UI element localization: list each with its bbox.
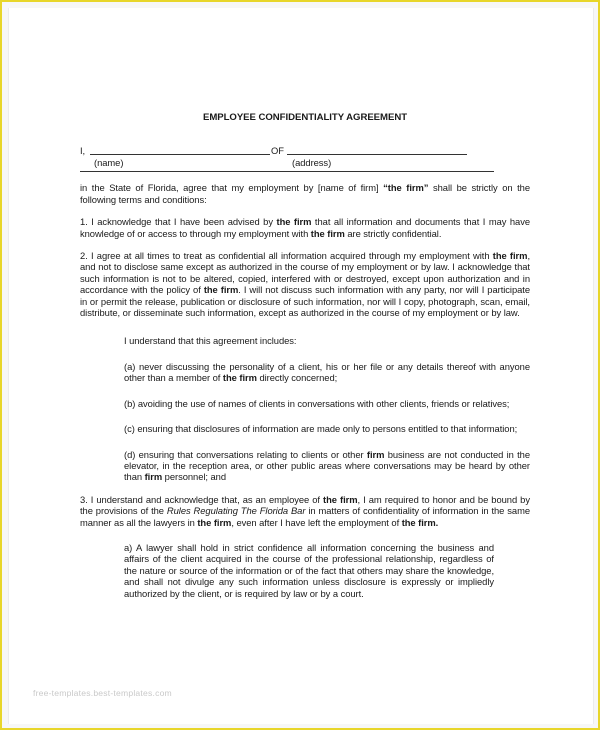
firm-term: the firm (492, 250, 528, 262)
item-text: (d) ensuring that conversations relating to clients or other (124, 448, 367, 460)
name-address-fill-row (80, 145, 530, 157)
rules-title: Rules Regulating The Florida Bar (166, 505, 306, 517)
clause-text: . I will not discuss such information with any party, nor will I participate in or permit the release, publication or disclosure of such information, nor will I copy, photograph, scan, email, distribute, or disseminate such information, except as authorized in the course of my employment or by law. (80, 284, 531, 319)
clause-text: that all information and documents that I may have knowledge of or access to through my employment with (80, 216, 531, 239)
name-label: (name) (94, 157, 124, 169)
document-body (80, 112, 530, 610)
item-text: business are not conducted in the elevator, in the reception area, or other public areas where conversations may be heard by other than (124, 448, 531, 483)
includes-intro: I understand that this agreement includes: (124, 335, 297, 347)
firm-term: the firm (310, 227, 345, 239)
watermark-text: free-templates.best-templates.com (33, 688, 172, 698)
firm-term: the firm. (401, 516, 439, 528)
firm-term: the firm (222, 372, 257, 384)
clause-text: are strictly confidential. (344, 227, 442, 239)
intro-text: in the State of Florida, agree that my employment by [name of firm] (80, 182, 384, 194)
fill-prefix: I, (80, 145, 86, 157)
document-title: EMPLOYEE CONFIDENTIALITY AGREEMENT (202, 112, 408, 123)
clause-text: 3. I understand and acknowledge that, as an employee of (80, 493, 324, 505)
document-page (8, 8, 594, 724)
clause-text: 1. I acknowledge that I have been advised by (80, 216, 277, 228)
quoted-rule-a: a) A lawyer shall hold in strict confidence all information concerning the business and affairs of the client acquired in the course of the professional relationship, regardless of the nature or source of the information or of the fact that others may share the knowledge, and shall not divulge any such information unless disclosure is expressly or impliedly authorized by the client, or is required by law or by a court. (124, 541, 494, 599)
firm-term: firm (144, 471, 163, 483)
address-blank-line (287, 154, 467, 155)
clause-1 (80, 216, 530, 239)
clause-3 (80, 494, 530, 528)
item-text: directly concerned; (256, 372, 338, 384)
intro-paragraph (80, 182, 530, 205)
item-text: personnel; and (162, 471, 227, 483)
clause-text: in matters of confidentiality of information in the same manner as all the lawyers in (80, 505, 530, 528)
item-text: (a) never discussing the personality of a client, his or her file or any details thereof with anyone other than a member of (124, 360, 530, 384)
address-label: (address) (292, 157, 332, 169)
of-label: OF (271, 145, 284, 157)
item-d (124, 449, 530, 483)
fill-labels-row (80, 157, 530, 171)
firm-term: the firm (197, 516, 232, 528)
firm-term: “the firm” (383, 182, 429, 194)
firm-term: the firm (276, 216, 312, 228)
item-b: (b) avoiding the use of names of clients in conversations with other clients, friends or relatives; (124, 397, 510, 409)
clause-2 (80, 250, 530, 318)
address-continuation-line (80, 171, 494, 172)
firm-term: firm (366, 448, 385, 460)
clause-text: , I am required to honor and be bound by the provisions of the (80, 493, 530, 517)
firm-term: the firm (323, 493, 358, 505)
item-a (124, 361, 530, 384)
item-c: (c) ensuring that disclosures of information are made only to persons entitled to that information; (124, 423, 518, 435)
clause-text: , even after I have left the employment of (231, 516, 402, 528)
clause-text: , and not to disclose same except as authorized in the course of my employment or by law. I acknowledge that such information is not to be altered, copied, interfered with or destroyed, except upon authorization and in accordance with the policy of (80, 250, 530, 296)
firm-term: the firm (203, 284, 239, 296)
name-blank-line (90, 154, 270, 155)
clause-text: 2. I agree at all times to treat as confidential all information acquired through my employment with (80, 250, 493, 262)
intro-text: shall be strictly on the following terms and conditions: (80, 182, 530, 205)
